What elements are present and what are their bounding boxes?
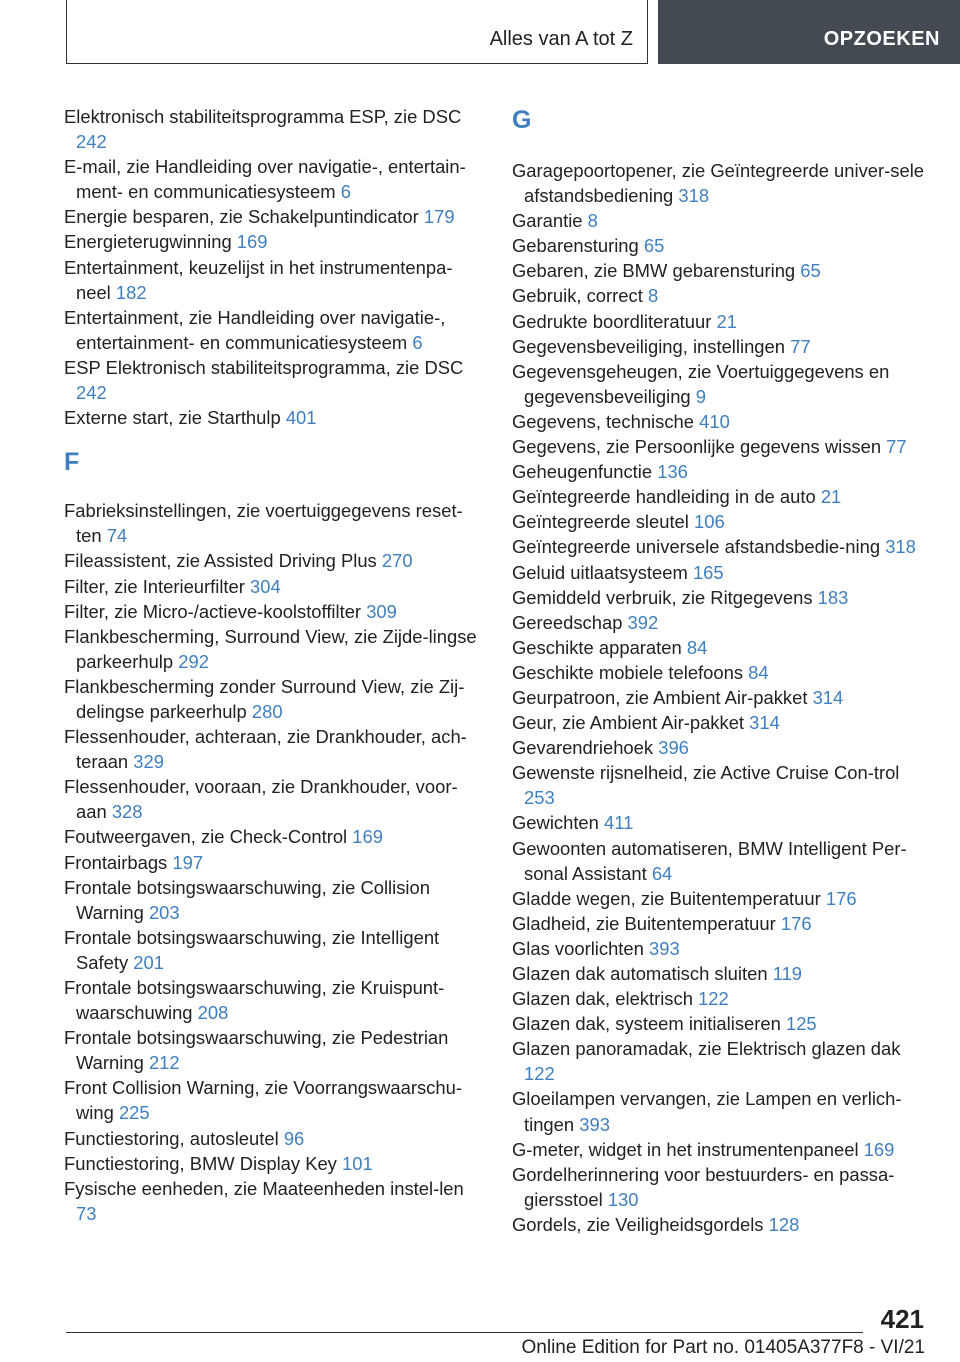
page-link[interactable]: 125: [785, 1013, 817, 1035]
entry-text: Geïntegreerde sleutel: [512, 511, 689, 533]
index-entry: [512, 836, 932, 886]
index-entry: [512, 760, 932, 810]
index-entry: [512, 886, 932, 911]
index-entry: [512, 359, 932, 409]
entry-text: Garantie: [512, 210, 583, 232]
index-entry: [512, 1162, 932, 1212]
index-entry: [512, 484, 932, 509]
entry-text: Geschikte mobiele telefoons: [512, 661, 744, 683]
index-entry: [512, 710, 932, 735]
page-link[interactable]: 21: [820, 486, 842, 508]
page-link[interactable]: 84: [748, 661, 769, 683]
chapter-tab[interactable]: [658, 0, 960, 64]
entry-text: Fileassistent, zie Assisted Driving Plus: [64, 550, 377, 572]
index-entry: [512, 158, 932, 208]
page-link[interactable]: 136: [657, 461, 688, 483]
entry-text: Gewoonten automatiseren, BMW Intelligent Per-sonal Assistant: [512, 837, 907, 884]
index-entry: [512, 961, 932, 986]
page-link[interactable]: 309: [366, 600, 397, 622]
entry-text: Gewichten: [512, 812, 599, 834]
page-link[interactable]: 225: [118, 1102, 150, 1124]
entry-text: Garagepoortopener, zie Geïntegreerde univer-sele afstandsbediening: [512, 160, 925, 207]
page-link[interactable]: 84: [686, 636, 708, 658]
entry-text: Flankbescherming zonder Surround View, zie Zij-delingse parkeerhulp: [64, 675, 465, 722]
page-link[interactable]: 179: [423, 206, 455, 228]
page-link[interactable]: 74: [106, 525, 128, 547]
page-link[interactable]: 393: [649, 937, 680, 959]
index-entry: [512, 560, 932, 585]
page-link[interactable]: 169: [236, 231, 268, 253]
entry-text: Geschikte apparaten: [512, 636, 682, 658]
entry-text: Externe start, zie Starthulp: [64, 407, 281, 429]
entry-text: Gegevens, zie Persoonlijke gegevens wissen: [512, 436, 882, 458]
index-entry: [64, 204, 484, 229]
page-link[interactable]: 96: [283, 1127, 305, 1149]
index-entry: [64, 305, 484, 355]
index-entry: [64, 724, 484, 774]
page-link[interactable]: 6: [340, 181, 351, 203]
index-entry: [64, 405, 484, 430]
entry-text: Geheugenfunctie: [512, 461, 653, 483]
entry-text: Geur, zie Ambient Air-pakket: [512, 712, 745, 734]
entry-text: G-meter, widget in het instrumentenpaneel: [512, 1138, 859, 1160]
entry-text: Gloeilampen vervangen, zie Lampen en verlich-tingen: [512, 1088, 902, 1135]
index-entry: [512, 258, 932, 283]
entry-text: Glazen dak, elektrisch: [512, 988, 693, 1010]
index-entry: [512, 610, 932, 635]
footer-edition: [0, 1337, 925, 1359]
index-entry: [512, 635, 932, 660]
entry-text: Energieterugwinning: [64, 231, 232, 253]
index-entry: [64, 574, 484, 599]
entry-text: Glazen dak automatisch sluiten: [512, 963, 768, 984]
page-link[interactable]: 65: [643, 235, 665, 257]
index-column-left: [64, 104, 484, 1226]
page-link[interactable]: 9: [695, 385, 707, 407]
entry-text: Geluid uitlaatsysteem: [512, 561, 688, 583]
page-link[interactable]: 270: [381, 550, 413, 572]
page-link[interactable]: 6: [412, 331, 423, 353]
index-entry: [512, 459, 932, 484]
entry-text: Entertainment, keuzelijst in het instrumentenpa-neel: [64, 256, 453, 303]
page-link[interactable]: 101: [342, 1152, 373, 1174]
entry-text: Functiestoring, BMW Display Key: [64, 1152, 337, 1174]
page-link[interactable]: 411: [604, 812, 634, 834]
index-entry: [64, 1176, 484, 1226]
index-entry: [64, 875, 484, 925]
page-link[interactable]: 328: [111, 801, 143, 823]
page-link[interactable]: 65: [800, 260, 821, 282]
page-link[interactable]: 169: [863, 1138, 895, 1160]
index-entry: [64, 925, 484, 975]
page-link[interactable]: 242: [76, 382, 107, 404]
entry-text: Functiestoring, autosleutel: [64, 1127, 279, 1149]
page-link[interactable]: 410: [699, 410, 730, 432]
edition-text: Online Edition for Part no. 01405A377F8 - VI/21: [521, 1337, 925, 1358]
section-box: [66, 0, 648, 64]
page-link[interactable]: 242: [76, 131, 107, 153]
index-entry: [64, 850, 484, 875]
entry-text: Gegevensgeheugen, zie Voertuiggegevens en gegevensbeveiliging: [512, 360, 890, 407]
index-entry: [64, 599, 484, 624]
entry-text: Gladde wegen, zie Buitentemperatuur: [512, 887, 821, 909]
chapter-title: OPZOEKEN: [823, 28, 940, 50]
page-link[interactable]: 280: [251, 700, 283, 722]
index-entry: [512, 309, 932, 334]
index-entry: [64, 548, 484, 573]
page-link[interactable]: 165: [692, 561, 724, 583]
entry-text: Front Collision Warning, zie Voorrangswaarschu-wing: [64, 1077, 462, 1124]
entry-text: Entertainment, zie Handleiding over navigatie-, entertainment- en communicatiesysteem: [64, 306, 446, 353]
entry-text: Elektronisch stabiliteitsprogramma ESP, zie DSC: [64, 106, 462, 127]
entry-text: Filter, zie Micro-/actieve-koolstoffilter: [64, 600, 362, 622]
page-link[interactable]: 203: [148, 901, 180, 923]
index-entry: [64, 1025, 484, 1075]
page-link[interactable]: 182: [115, 281, 147, 303]
entry-text: Gebruik, correct: [512, 285, 643, 307]
page-header: [0, 0, 960, 66]
index-entry: [512, 334, 932, 359]
entry-text: ESP Elektronisch stabiliteitsprogramma, zie DSC: [64, 356, 464, 378]
entry-text: Gegevensbeveiliging, instellingen: [512, 335, 785, 357]
page-link[interactable]: 401: [285, 407, 317, 429]
entry-text: Frontale botsingswaarschuwing, zie Pedestrian Warning: [64, 1027, 449, 1074]
entry-text: Foutweergaven, zie Check-Control: [64, 826, 348, 848]
entry-text: Energie besparen, zie Schakelpuntindicator: [64, 206, 419, 228]
page-link[interactable]: 318: [678, 185, 710, 207]
page-link[interactable]: 329: [133, 751, 164, 773]
entry-text: Frontale botsingswaarschuwing, zie Kruispunt-waarschuwing: [64, 977, 445, 1024]
page-link[interactable]: 396: [658, 737, 689, 759]
index-entry: [512, 986, 932, 1011]
index-entry: [64, 154, 484, 204]
index-entry: [512, 585, 932, 610]
index-entry: [512, 1212, 932, 1237]
index-entry: [64, 774, 484, 824]
entry-text: Gewenste rijsnelheid, zie Active Cruise Con-trol: [512, 762, 900, 784]
entry-text: Gedrukte boordliteratuur: [512, 310, 712, 332]
index-entry: [512, 685, 932, 710]
index-entry: [64, 1126, 484, 1151]
page-link[interactable]: 212: [148, 1052, 180, 1074]
entry-text: Gebaren, zie BMW gebarensturing: [512, 260, 796, 282]
page-link[interactable]: 208: [197, 1002, 229, 1024]
page-link[interactable]: 119: [772, 963, 803, 984]
page-link[interactable]: 73: [76, 1202, 97, 1224]
index-entry: [64, 498, 484, 548]
index-entry: [64, 674, 484, 724]
entry-text: Gladheid, zie Buitentemperatuur: [512, 912, 776, 934]
index-entry: [64, 824, 484, 849]
page-link[interactable]: 314: [749, 712, 780, 734]
index-entry: [64, 1151, 484, 1176]
entry-text: Flessenhouder, achteraan, zie Drankhouder, ach-teraan: [64, 726, 467, 773]
index-entry: [512, 534, 932, 559]
page-link[interactable]: 253: [524, 787, 555, 809]
entry-text: Flessenhouder, vooraan, zie Drankhouder, voor-aan: [64, 776, 458, 823]
index-entry: [512, 434, 932, 459]
page-link[interactable]: 77: [886, 436, 907, 458]
index-entry: [512, 208, 932, 233]
index-entry: [512, 735, 932, 760]
page-link[interactable]: 314: [812, 686, 844, 708]
page-link[interactable]: 392: [627, 611, 659, 633]
entry-text: Filter, zie Interieurfilter: [64, 575, 245, 597]
entry-text: Geïntegreerde handleiding in de auto: [512, 486, 816, 508]
index-entry: [512, 1086, 932, 1136]
index-entry: [512, 911, 932, 936]
entry-text: Geïntegreerde universele afstandsbedie-ning: [512, 536, 881, 558]
entry-text: Frontairbags: [64, 851, 168, 873]
index-entry: [64, 104, 484, 154]
page-link[interactable]: 292: [178, 650, 209, 672]
entry-text: Gereedschap: [512, 611, 623, 633]
entry-text: Gebarensturing: [512, 235, 639, 257]
entry-text: Geurpatroon, zie Ambient Air-pakket: [512, 686, 808, 708]
page-link[interactable]: 128: [768, 1213, 800, 1235]
index-entry: [64, 229, 484, 254]
index-column-right: [512, 104, 932, 1237]
index-entry: [512, 1036, 932, 1086]
entry-text: Fabrieksinstellingen, zie voertuiggegevens reset-ten: [64, 500, 463, 547]
entry-text: Glazen dak, systeem initialiseren: [512, 1013, 781, 1035]
page-link[interactable]: 176: [825, 887, 857, 909]
entry-text: Frontale botsingswaarschuwing, zie Collision Warning: [64, 876, 430, 923]
page-link[interactable]: 130: [607, 1188, 639, 1210]
page-link[interactable]: 77: [790, 335, 811, 357]
entry-text: Fysische eenheden, zie Maateenheden instel-len: [64, 1177, 464, 1199]
index-entry: [512, 233, 932, 258]
entry-text: Gevarendriehoek: [512, 737, 654, 759]
index-letter-heading: G: [512, 106, 532, 134]
index-entry: [512, 1137, 932, 1162]
page-link[interactable]: 122: [524, 1063, 555, 1085]
index-letter-heading: F: [64, 448, 80, 477]
index-entry: [64, 1075, 484, 1125]
index-entry: [64, 255, 484, 305]
page-link[interactable]: 197: [172, 851, 204, 873]
page-link[interactable]: 183: [817, 586, 849, 608]
index-entry: [64, 355, 484, 405]
entry-text: Gordels, zie Veiligheidsgordels: [512, 1213, 764, 1235]
page-link[interactable]: 318: [885, 536, 916, 558]
page-number: 421: [880, 1304, 924, 1334]
footer-rule: [66, 1332, 863, 1333]
entry-text: Glazen panoramadak, zie Elektrisch glazen dak: [512, 1038, 901, 1060]
page-link[interactable]: 304: [250, 575, 281, 597]
entry-text: Gordelherinnering voor bestuurders- en passa-giersstoel: [512, 1163, 895, 1210]
page-link[interactable]: 201: [133, 951, 164, 973]
entry-text: Frontale botsingswaarschuwing, zie Intelligent Safety: [64, 926, 440, 973]
entry-text: Gegevens, technische: [512, 410, 694, 432]
page-link[interactable]: 8: [647, 285, 659, 307]
index-entry: [512, 660, 932, 685]
entry-text: E-mail, zie Handleiding over navigatie-, entertain-ment- en communicatiesysteem: [64, 156, 466, 203]
index-entry: [512, 936, 932, 961]
page-link[interactable]: 8: [587, 210, 598, 232]
index-entry: [512, 283, 932, 308]
page-link[interactable]: 64: [651, 862, 673, 884]
page-link[interactable]: 21: [716, 310, 737, 332]
entry-text: Glas voorlichten: [512, 937, 644, 959]
entry-text: Gemiddeld verbruik, zie Ritgegevens: [512, 586, 813, 608]
page-link[interactable]: 393: [579, 1113, 610, 1135]
index-entry: [512, 1011, 932, 1036]
page-link[interactable]: 122: [698, 988, 729, 1010]
index-entry: [512, 409, 932, 434]
index-entry: [64, 975, 484, 1025]
section-title: Alles van A tot Z: [489, 28, 633, 50]
index-entry: [64, 624, 484, 674]
page-link[interactable]: 106: [694, 511, 725, 533]
entry-text: Flankbescherming, Surround View, zie Zijde-lingse parkeerhulp: [64, 625, 477, 672]
page-link[interactable]: 176: [780, 912, 812, 934]
page-link[interactable]: 169: [352, 826, 383, 848]
index-entry: [512, 810, 932, 835]
index-entry: [512, 509, 932, 534]
